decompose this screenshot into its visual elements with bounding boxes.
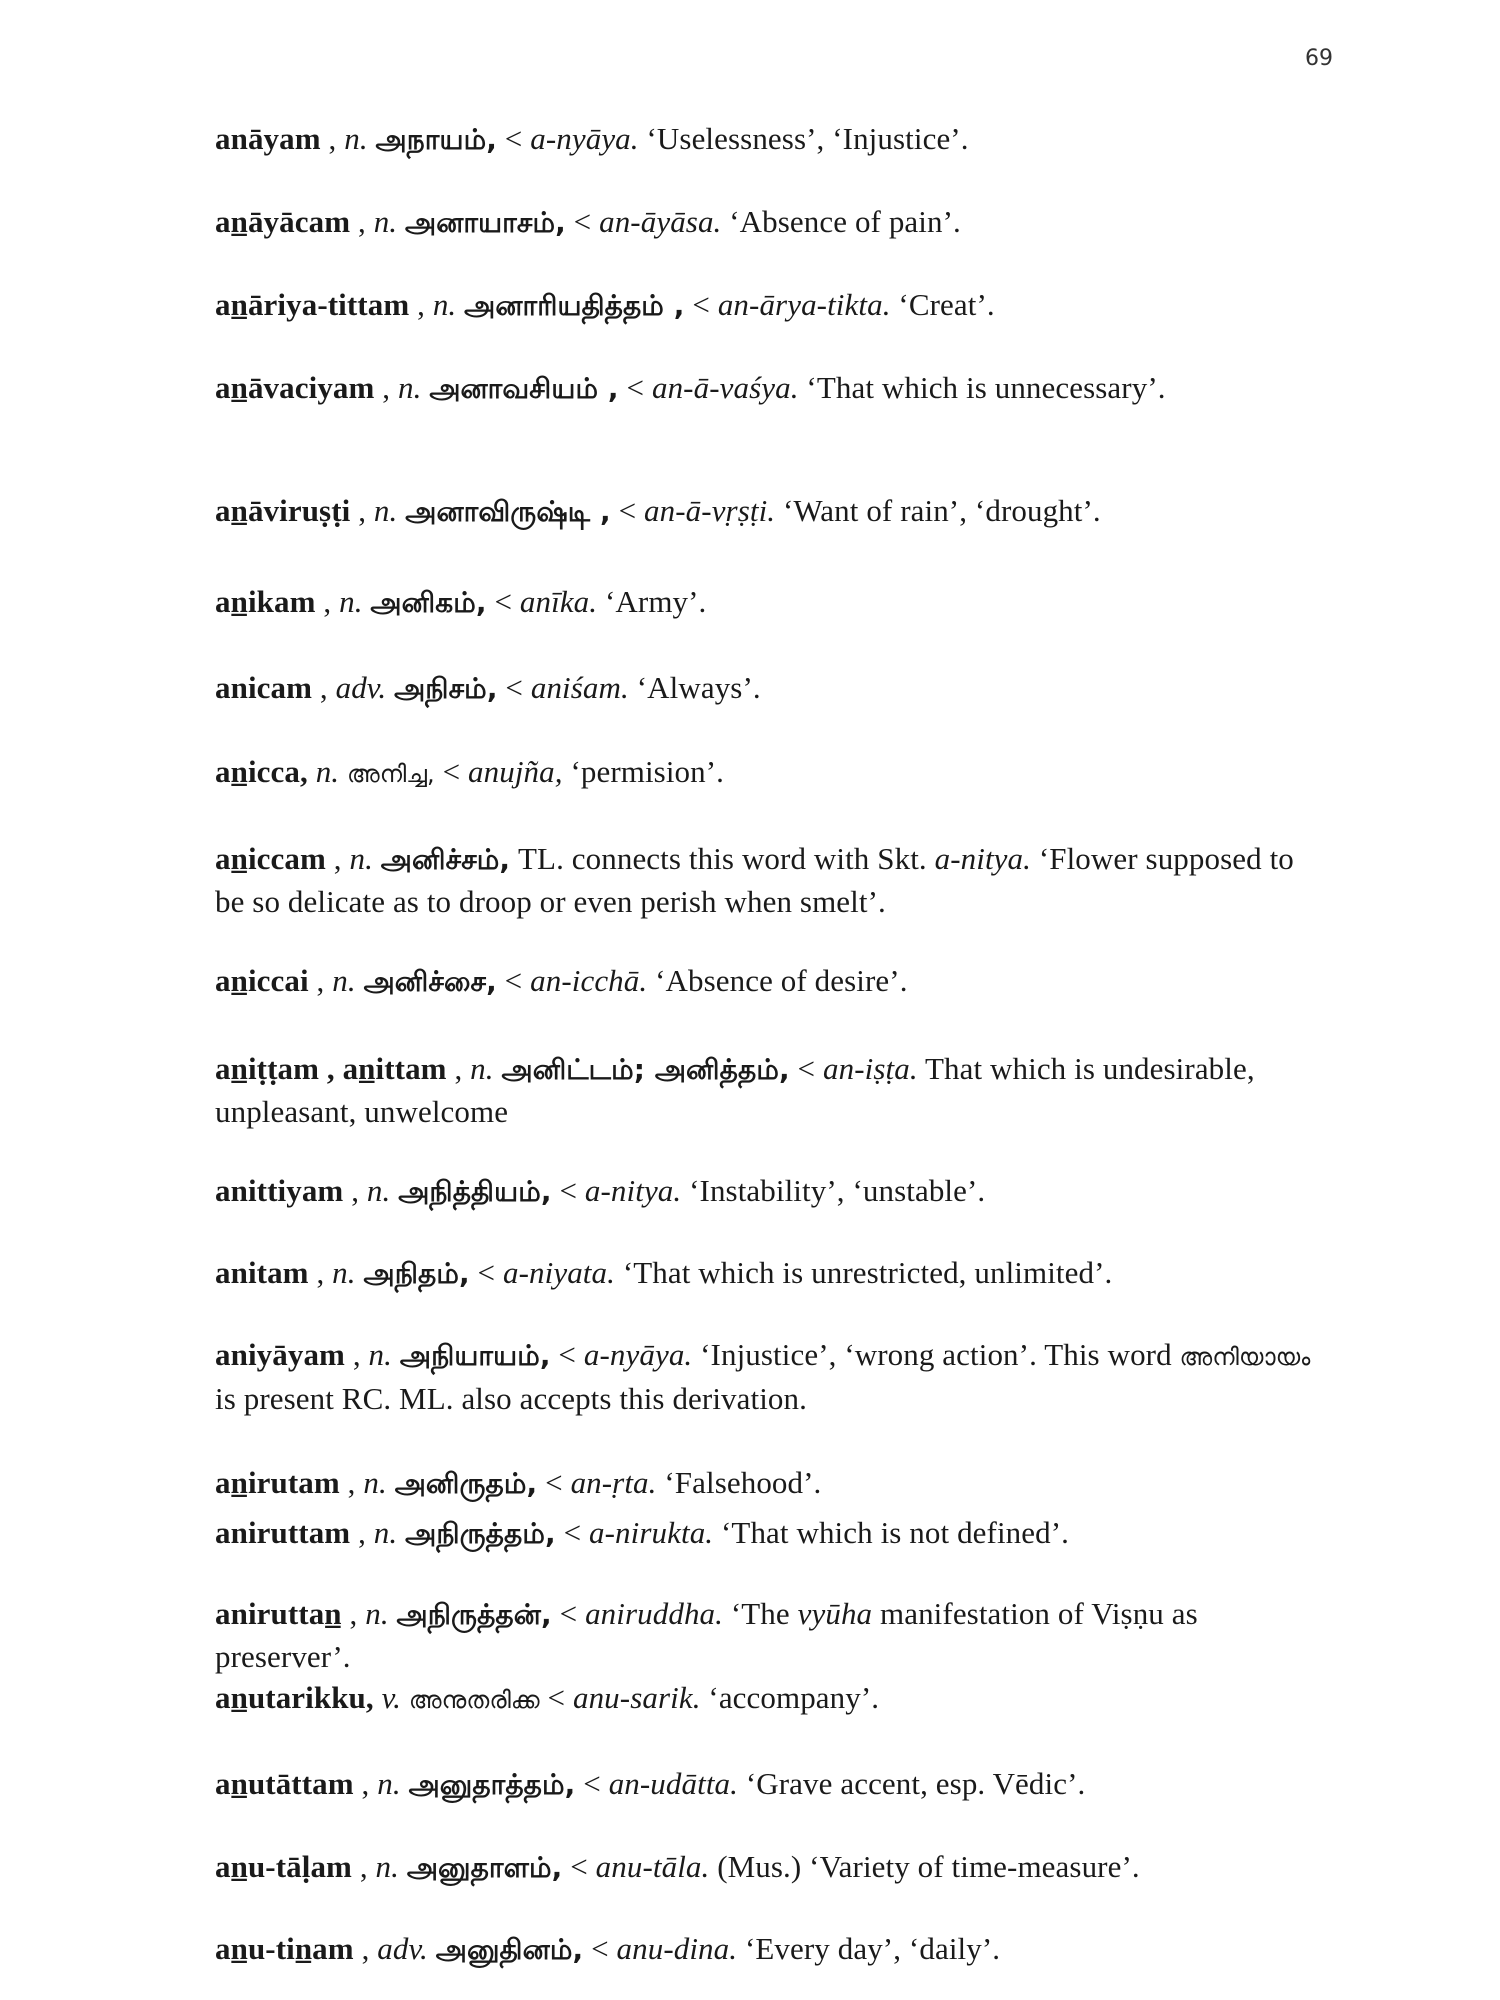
etymology-prefix: < [583, 1931, 617, 1966]
native-script: അനുതരിക്ക [408, 1686, 540, 1714]
etymology-prefix: < [496, 121, 531, 156]
etymology-prefix: < [562, 1849, 596, 1884]
part-of-speech: n. [365, 1596, 389, 1631]
part-of-speech: n. [398, 370, 422, 405]
part-of-speech: n. [368, 1337, 392, 1372]
part-of-speech: n. [377, 1766, 401, 1801]
headword: aniruttam [215, 1515, 351, 1550]
dictionary-entry [215, 1048, 1330, 1133]
pos-separator: , [339, 1465, 364, 1500]
gloss: ‘Injustice’, ‘wrong action’. This word [692, 1337, 1180, 1372]
native-script: அநிருத்தம், [405, 1517, 556, 1550]
headword: anitam [215, 1255, 309, 1290]
etymology-prefix: TL. connects this word with Skt. [510, 841, 935, 876]
etymology-prefix: < [610, 493, 645, 528]
headword: an̲iccai [215, 963, 309, 998]
etymology-prefix: < [551, 1173, 585, 1208]
headword: an̲iccam [215, 841, 326, 876]
headword: anittiyam [215, 1173, 344, 1208]
etymology-prefix: < [537, 1465, 571, 1500]
part-of-speech: n. [339, 584, 363, 619]
gloss: ‘Grave accent, esp. Vēdic’. [738, 1766, 1086, 1801]
headword: an̲āyācam [215, 204, 351, 239]
dictionary-entry [215, 118, 1330, 161]
gloss: ‘Absence of desire’. [647, 963, 908, 998]
headword: an̲āvaciyam [215, 370, 375, 405]
native-script: அனிருதம், [394, 1467, 538, 1500]
gloss: ‘Absence of pain’. [721, 204, 961, 239]
etymology-prefix: < [434, 754, 469, 789]
etymology: an-iṣṭa. [823, 1051, 918, 1086]
pos-separator: , [341, 1596, 366, 1631]
page-number: 69 [1305, 46, 1333, 71]
dictionary-entry [215, 1462, 1330, 1505]
native-script: அநியாயம், [399, 1339, 551, 1372]
pos-separator: , [308, 963, 333, 998]
etymology-prefix: < [789, 1051, 823, 1086]
etymology: an-ā-vṛṣṭi. [644, 493, 776, 528]
native-script: அனிச்சை, [363, 965, 497, 998]
native-script-inline: അനിയായം [1179, 1343, 1311, 1371]
dictionary-entry [215, 581, 1330, 624]
gloss: ‘Every day’, ‘daily’. [737, 1931, 1001, 1966]
dictionary-entry [215, 1677, 1330, 1721]
headword: anāyam [215, 121, 321, 156]
etymology: a-niyata. [503, 1255, 615, 1290]
headword: aniruttan̲ [215, 1596, 342, 1631]
pos-separator: , [350, 493, 374, 528]
gloss: ‘Army’. [597, 584, 707, 619]
pos-separator: , [343, 1173, 367, 1208]
pos-separator: , [446, 1051, 471, 1086]
part-of-speech: adv. [335, 670, 387, 705]
dictionary-entry [215, 1846, 1330, 1889]
headword: an̲āviruṣṭi [215, 493, 351, 528]
etymology: an-ārya-tikta. [717, 287, 891, 322]
gloss: ‘Flower supposed to be so delicate as to droop or even perish when smelt’. [215, 841, 1294, 919]
pos-separator: , [353, 1931, 378, 1966]
gloss: ‘That which is not defined’. [713, 1515, 1069, 1550]
part-of-speech: v. [381, 1680, 402, 1715]
etymology: anu-sarik. [572, 1680, 701, 1715]
gloss: ‘Want of rain’, ‘drought’. [775, 493, 1101, 528]
part-of-speech: n. [373, 204, 398, 239]
gloss: ‘That which is unnecessary’. [798, 370, 1166, 405]
gloss: ‘permision’. [562, 754, 725, 789]
etymology-prefix: < [469, 1255, 503, 1290]
etymology-prefix: < [565, 204, 600, 239]
etymology: a-nitya. [934, 841, 1031, 876]
dictionary-entry [215, 201, 1330, 244]
pos-separator: , [344, 1337, 369, 1372]
dictionary-entry [215, 367, 1175, 410]
pos-separator: , [351, 1849, 376, 1884]
headword: an̲utarikku, [215, 1680, 374, 1715]
part-of-speech: n. [373, 493, 398, 528]
dictionary-entry [215, 751, 1330, 795]
headword: an̲u-tin̲am [215, 1931, 354, 1966]
native-script: அனாயாசம், [405, 206, 566, 239]
etymology: a-nyāya. [530, 121, 639, 156]
headword: an̲u-tāḷam [215, 1849, 352, 1884]
dictionary-entry [215, 1252, 1330, 1295]
etymology-prefix: < [497, 670, 531, 705]
headword: an̲iṭṭam , an̲ittam [215, 1051, 447, 1086]
gloss: ‘That which is unrestricted, unlimited’. [614, 1255, 1113, 1290]
etymology-prefix: < [550, 1337, 584, 1372]
native-script: அநாயம், [375, 123, 497, 156]
pos-separator: , [312, 670, 336, 705]
part-of-speech: n. [315, 754, 340, 789]
pos-separator: , [350, 204, 374, 239]
dictionary-entry [215, 1763, 1330, 1806]
etymology-prefix: < [575, 1766, 609, 1801]
etymology-prefix: < [539, 1680, 573, 1715]
native-script: அனுதினம், [435, 1933, 584, 1966]
etymology: an-udātta. [608, 1766, 738, 1801]
gloss: ‘Always’. [628, 670, 761, 705]
etymology: an-icchā. [530, 963, 648, 998]
pos-separator: , [325, 841, 350, 876]
native-script: அனாவிருஷ்டி , [405, 495, 611, 528]
headword: an̲āriya-tittam [215, 287, 410, 322]
part-of-speech: n. [363, 1465, 387, 1500]
native-script: அனாரியதித்தம் , [464, 289, 685, 322]
dictionary-entry [215, 838, 1330, 923]
native-script: அனிகம், [370, 586, 487, 619]
headword: an̲irutam [215, 1465, 340, 1500]
part-of-speech: adv. [377, 1931, 428, 1966]
gloss: ‘accompany’. [700, 1680, 880, 1715]
etymology: a-nyāya. [583, 1337, 693, 1372]
gloss: That which is undesirable, unpleasant, unwelcome [215, 1051, 1255, 1129]
etymology: a-nirukta. [589, 1515, 714, 1550]
part-of-speech: n. [366, 1173, 391, 1208]
etymology: anujña, [468, 754, 563, 789]
gloss: ‘Instability’, ‘unstable’. [681, 1173, 986, 1208]
gloss-continued: is present RC. ML. also accepts this derivation. [215, 1381, 807, 1416]
etymology: an-ā-vaśya. [651, 370, 799, 405]
part-of-speech: n. [373, 1515, 398, 1550]
native-script: அநிருத்தன், [396, 1598, 552, 1631]
etymology-prefix: < [618, 370, 652, 405]
headword: an̲utāttam [215, 1766, 354, 1801]
etymology-prefix: < [684, 287, 718, 322]
pos-separator: , [409, 287, 433, 322]
etymology: anu-tāla. [595, 1849, 710, 1884]
gloss: ‘Falsehood’. [656, 1465, 822, 1500]
pos-separator: , [350, 1515, 374, 1550]
native-script: அனிட்டம்; அனித்தம், [501, 1053, 790, 1086]
headword: anicam [215, 670, 313, 705]
headword: aniyāyam [215, 1337, 345, 1372]
native-script: அனுதாத்தம், [408, 1768, 576, 1801]
etymology: aniśam. [530, 670, 629, 705]
part-of-speech: n. [470, 1051, 494, 1086]
dictionary-entry [215, 1593, 1330, 1678]
native-script: அநிசம், [394, 672, 498, 705]
pos-separator: , [353, 1766, 378, 1801]
headword: an̲ikam [215, 584, 316, 619]
etymology: anīka. [519, 584, 598, 619]
native-script: அனிச்சம், [380, 843, 511, 876]
gloss: ‘Creat’. [890, 287, 995, 322]
part-of-speech: n. [332, 963, 356, 998]
etymology-prefix: < [486, 584, 520, 619]
etymology: aniruddha. [585, 1596, 723, 1631]
etymology: an-āyāsa. [599, 204, 722, 239]
pos-separator: , [374, 370, 398, 405]
etymology-prefix: < [496, 963, 531, 998]
native-script: அநிதம், [363, 1257, 470, 1290]
native-script: அநித்தியம், [398, 1175, 552, 1208]
etymology-prefix: < [551, 1596, 586, 1631]
part-of-speech: n. [332, 1255, 356, 1290]
dictionary-entry [215, 1170, 1330, 1213]
part-of-speech: n. [344, 121, 368, 156]
dictionary-entry [215, 667, 1330, 710]
pos-separator: , [320, 121, 345, 156]
etymology-prefix: < [555, 1515, 590, 1550]
etymology: a-nitya. [584, 1173, 682, 1208]
pos-separator: , [308, 1255, 333, 1290]
gloss-continued: manifestation of Viṣṇu as preserver’. [215, 1596, 1198, 1674]
dictionary-entry [215, 1334, 1330, 1420]
gloss: ‘Uselessness’, ‘Injustice’. [638, 121, 969, 156]
pos-separator [374, 1680, 382, 1715]
etymology: an-ṛta. [570, 1465, 657, 1500]
headword: an̲icca, [215, 754, 308, 789]
dictionary-entry [215, 1512, 1330, 1555]
gloss: ‘The [723, 1596, 798, 1631]
dictionary-entry [215, 1928, 1330, 1971]
part-of-speech: n. [375, 1849, 399, 1884]
part-of-speech: n. [349, 841, 373, 876]
native-script: அனுதாளம், [406, 1851, 563, 1884]
native-script: അനിച്ച, [347, 760, 435, 788]
gloss: (Mus.) ‘Variety of time-measure’. [709, 1849, 1140, 1884]
pos-separator: , [315, 584, 340, 619]
pos-separator [308, 754, 316, 789]
dictionary-entry [215, 490, 1330, 533]
part-of-speech: n. [432, 287, 457, 322]
etymology: anu-dina. [616, 1931, 738, 1966]
gloss-italic: vyūha [797, 1596, 873, 1631]
native-script: அனாவசியம் , [429, 372, 619, 405]
dictionary-entry [215, 284, 1330, 327]
dictionary-entry [215, 960, 1330, 1003]
